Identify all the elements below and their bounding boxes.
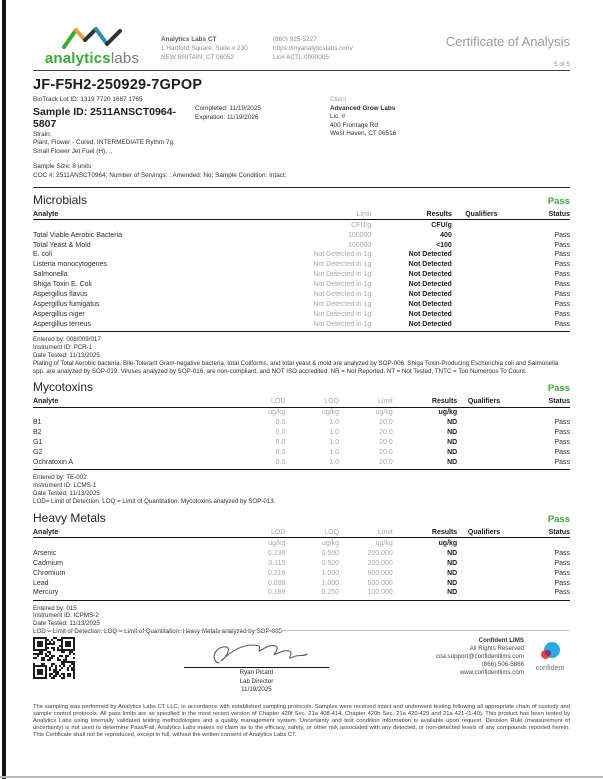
cell-analyte: Listeria monocytogenes [33,261,107,269]
cell-qualifiers [457,589,511,600]
cell-status: Pass [554,251,570,259]
cell-qualifiers [457,419,511,429]
table-row [33,429,570,439]
signature-block [77,637,436,694]
unit-limit: ug/kg [375,409,393,417]
heavy-metals-status-badge: Pass [547,513,570,525]
cell-status: Pass [554,271,570,279]
lims-block [436,637,570,694]
table-row [33,301,570,311]
cell-limit: Not Detected in 1g [313,271,372,279]
table-row [33,271,570,281]
note-line: Date Tested: 11/13/2025 [33,490,100,498]
sample-size-block [33,163,570,180]
column-header-analyte: Analyte [33,528,210,538]
mycotoxins-title: Mycotoxins [33,380,94,395]
cell-analyte: Total Viable Aerobic Bacteria [33,231,122,239]
strain-label: Strain: [33,130,52,138]
microbials-table [33,210,570,333]
table-row [33,439,570,449]
sample-details [33,96,195,156]
lab-license: Lic# ACTL 0000005 [273,54,329,61]
table-row [33,321,570,332]
column-header-status: Status [511,528,570,538]
cell-results: Not Detected [408,261,452,269]
microbials-units-row [33,220,570,231]
lab-contact-block [273,26,393,62]
cell-lod: 0.0 [210,459,285,470]
disclaimer-text: The sampling was performed by Analytics Labs CT LLC, in accordance with established sampling protocols. Samples were received intact and underwent testing following all appropriate chain of custody and sample control protocols. All pass limits are as specified in the most recent version of Chapter 420f Sec. 21a 408-414, Chapter 420h Sec. 21a 420-429 and 21a 421-(1-40). This product has been tested by Analytics Labs using internally validated testing methodologies and a quality management system. Uncertainty and test condition information is available upon request. Decision Rule (measurement of uncertainty) is not used to determine Pass/Fail. Analytics Labs makes no claim as to the efficacy, safety, or other risk associated with any detected, or non-detected levels of any compounds reported herein. This Certificate shall not be reproduced, except in full, without the written consent of Analytics Labs CT. [33,703,570,738]
cell-loq: 1.0 [285,459,339,470]
cell-results: Not Detected [371,321,452,332]
column-header-analyte: Analyte [33,397,210,407]
sample-divider [33,187,570,188]
column-header-lod: LOD [210,397,285,407]
cell-loq: 1.0 [329,439,340,447]
lab-logo [33,26,151,67]
table-row [33,549,570,559]
lims-website-link[interactable]: www.confidentlims.com [459,669,524,676]
cell-analyte: G1 [33,439,43,447]
cell-analyte: B2 [33,429,42,437]
mycotoxins-header-row [33,397,570,407]
cell-qualifiers [452,321,511,332]
cell-results: ND [447,449,458,457]
unit-loq: ug/kg [321,409,340,417]
cell-analyte: Arsenic [33,549,57,557]
cell-loq: 0.250 [285,589,339,600]
cell-analyte: Aspergillus flavus [33,291,88,299]
header-divider [33,70,570,71]
brand-secondary: labs [110,50,140,67]
cell-qualifiers [457,429,511,439]
page-content [33,26,570,636]
completed-date: Completed: 11/19/2025 [195,105,261,112]
note-line: Entered by: 015 [33,604,77,612]
sample-id: Sample ID: 2511ANSCT0964-5807 [33,105,176,130]
heavy-metals-table [33,528,570,601]
note-line: Instrument ID: LCMS-1 [33,482,97,490]
page-bottom-edge [0,776,603,778]
table-row [33,589,570,600]
microbials-title: Microbials [33,192,88,207]
table-row [33,449,570,459]
cell-limit: Not Detected in 1g [313,301,372,309]
column-header-status: Status [511,397,570,407]
cell-limit: 20.0 [339,459,393,470]
lab-address-line1: 1 Hartford Square, Suite # 230 [161,45,248,52]
note-line: Date Tested: 11/13/2025 [33,620,100,628]
column-header-lod: LOD [210,528,285,538]
cell-status: Pass [554,419,570,427]
cell-status: Pass [554,559,570,567]
cell-status: Pass [554,261,570,269]
microbials-notes [33,336,570,375]
mycotoxins-units-row [33,407,570,418]
mycotoxins-status-badge: Pass [547,383,570,395]
cell-qualifiers [452,311,511,321]
mountain-zigzag-icon [61,26,123,50]
unit-loq: ug/kg [321,539,340,547]
lab-address-line2: NEW BRITAIN, CT 06052 [161,54,234,61]
sample-info-grid [33,96,570,156]
cell-limit: Not Detected in 1g [259,321,372,332]
column-header-qualifiers: Qualifiers [457,528,511,538]
cell-limit: 20.0 [379,419,393,427]
cell-analyte: Aspergillus fumigatus [33,301,100,309]
table-row [33,231,570,241]
signature-line [184,667,329,668]
cell-limit: 600.000 [367,569,393,577]
heavy-metals-section-header [33,511,570,525]
cell-analyte: Salmonella [33,271,68,279]
column-header-results: Results [393,397,457,407]
cell-limit: 20.0 [379,439,393,447]
table-row [33,291,570,301]
signer-name: Ryan Picard [239,669,274,676]
cell-results: ND [393,589,457,600]
cell-qualifiers [457,569,511,579]
expiration-date: Expiration: 11/19/2026 [195,113,259,121]
unit-lod: ug/kg [268,409,286,417]
cell-status: Pass [554,301,570,309]
cell-status: Pass [554,311,570,319]
column-header-qualifiers: Qualifiers [452,210,511,220]
microbials-header-row [33,210,570,220]
lab-phone: (860) 925-5227 [273,36,317,43]
column-header-loq: LOQ [285,528,339,538]
cell-analyte: G2 [33,449,43,457]
cell-status: Pass [511,589,570,600]
client-name: Advanced Grow Labs [330,104,396,112]
cell-loq: 1.0 [329,419,340,427]
lab-name: Analytics Labs CT [161,36,217,43]
cell-results: ND [447,559,458,567]
cell-lod: 0.115 [268,559,286,567]
cell-loq: 1.0 [329,429,340,437]
certificate-title: Certificate of Analysis [445,34,570,49]
column-header-results: Results [393,528,457,538]
table-row [33,251,570,261]
cell-lod: 0.0 [275,449,286,457]
cell-qualifiers [457,459,511,470]
cell-qualifiers [452,271,511,281]
note-line: Entered by: 008/009/017 [33,336,101,344]
cell-qualifiers [457,549,511,559]
mycotoxins-section-header [33,380,570,394]
lims-email-link[interactable]: coa.support@confidentlims.com [435,653,524,660]
cell-limit: 200.000 [367,559,393,567]
cell-analyte: Aspergillus niger [33,311,85,319]
footer-divider [33,630,570,631]
cell-results: Not Detected [408,311,452,319]
column-header-limit: Limit [339,397,393,407]
cell-status: Pass [554,291,570,299]
cell-limit: 200.000 [367,549,393,557]
note-line: Instrument ID: PCR-1 [33,344,93,352]
lims-logo [530,637,570,672]
qr-code-svg [33,637,75,679]
table-row [33,419,570,429]
cell-analyte: B1 [33,419,42,427]
cell-status: Pass [554,579,570,587]
cell-limit: Not Detected in 1g [313,311,372,319]
header [33,26,570,68]
strain-line1: Plant, Flower - Cured, INTERMEDIATE Rythm 7g [33,139,174,147]
cell-analyte: E. coli [33,251,53,259]
microbials-status-badge: Pass [547,195,570,207]
microbials-section-header [33,193,570,207]
brand-wordmark [33,51,151,67]
cell-analyte: Cadmium [33,559,63,567]
biotrack-lot-id: BioTrack Lot ID: 1319 7720 1687 1765 [33,96,143,103]
cell-lod: 0.0 [275,439,286,447]
cell-results: ND [447,549,458,557]
header-right [393,26,570,68]
cell-limit: 100000 [347,241,372,249]
cell-results: <100 [436,241,452,249]
cell-qualifiers [457,579,511,589]
cell-status: Pass [554,449,570,457]
cell-results: ND [447,419,458,427]
column-header-loq: LOQ [285,397,339,407]
cell-loq: 0.500 [321,559,340,567]
lab-address-block [161,26,273,62]
cell-lod: 0.188 [210,589,285,600]
cell-lod: 0.216 [267,569,286,577]
table-row [33,459,570,470]
cell-status: Pass [554,439,570,447]
qr-code [33,637,77,694]
mycotoxins-notes [33,474,570,505]
note-line: Plating of Total Aerobic bacteria, Bile-Tolerant Gram-negative bacteria, total Coliforms, and total yeast & mold are analyzed by SOP-006. Shiga Toxin-Producing Escherichia coli and Salmonella spp. are analyzed by SOP-019. Viruses analyzed by SOP-016, are non-compliant, and NOT ISO accredited. NR = Not Reported, NT = Not Tested, TNTC = Too Numerous To Count. [33,359,559,375]
cell-status: Pass [554,281,570,289]
cell-qualifiers [457,449,511,459]
sample-size: Sample Size: 8 units [33,163,92,171]
cell-lod: 0.0 [275,419,286,427]
column-header-results: Results [371,210,452,220]
footer [33,630,570,739]
table-row [33,569,570,579]
heavy-metals-header-row [33,528,570,538]
cell-status: Pass [554,549,570,557]
strain-line2: Small Flower Jet Fuel (H), ., [33,147,113,155]
cell-qualifiers [457,559,511,569]
cell-analyte: Total Yeast & Mold [33,241,91,249]
page-left-edge [2,0,6,779]
unit-results: CFU/g [431,221,452,229]
cell-analyte: Shiga Toxin E. Coli [33,281,92,289]
client-block [330,96,570,156]
lims-brand-text: confident [535,665,565,672]
note-line: Entered by: TE-002 [33,474,87,482]
cell-qualifiers [457,439,511,449]
note-line: LOD = Limit of Detection. LOQ = Limit of Quantitation. Heavy Metals analyzed by SOP-005 [33,628,282,636]
cell-results: Not Detected [408,271,452,279]
mycotoxins-table [33,397,570,470]
confident-logo-icon [539,641,561,663]
column-header-limit: Limit [259,210,372,220]
cell-results: Not Detected [408,301,452,309]
cell-lod: 0.236 [267,549,286,557]
note-line: LOD= Limit of Detection. LOQ = Limit of Quantitation. Mycotoxins analyzed by SOP-013. [33,497,276,505]
cell-loq: 0.500 [321,549,340,557]
cell-qualifiers [452,231,511,241]
cell-analyte: Ochratoxin A [33,459,210,470]
cell-limit: 100000 [347,231,372,239]
cell-results: Not Detected [408,251,452,259]
cell-results: ND [447,569,458,577]
cell-results: ND [393,459,457,470]
unit-lod: ug/kg [268,539,286,547]
lims-rights: All Rights Reserved [469,645,524,652]
unit-results: ug/kg [438,409,458,417]
cell-status: Pass [554,429,570,437]
client-license: Lic. # [330,113,346,121]
cell-limit: Not Detected in 1g [313,251,372,259]
unit-limit: ug/kg [375,539,393,547]
table-row [33,241,570,251]
cell-results: ND [447,579,458,587]
cell-results: ND [447,439,458,447]
sample-title: JF-F5H2-250929-7GPOP [33,77,203,93]
column-header-qualifiers: Qualifiers [457,397,511,407]
cell-analyte: Mercury [33,589,210,600]
cell-limit: 100.000 [339,589,393,600]
cell-lod: 0.088 [267,579,286,587]
brand-primary: analytics [44,50,111,67]
cell-limit: Not Detected in 1g [313,261,372,269]
client-address-line2: West Haven, CT 06516 [330,130,397,138]
cell-status: Pass [511,459,570,470]
cell-results: Not Detected [408,291,452,299]
cell-lod: 0.0 [275,429,286,437]
cell-analyte: Lead [33,579,49,587]
cell-results: ND [447,429,458,437]
cell-loq: 1.0 [329,449,340,457]
note-line: Date Tested: 11/13/2025 [33,352,100,360]
note-line: Instrument ID: ICPMS-2 [33,612,99,620]
cell-loq: 1.000 [321,569,340,577]
cell-limit: 500.000 [367,579,393,587]
heavy-metals-title: Heavy Metals [33,510,106,525]
coc-line: COC #: 2511ANSCT0964; Number of Servings: ; Amended: No; Sample Condition: Intact; [33,171,287,179]
cell-qualifiers [452,241,511,251]
cell-qualifiers [452,291,511,301]
client-label: Client [330,96,347,103]
cell-limit: Not Detected in 1g [313,291,372,299]
cell-qualifiers [452,301,511,311]
lims-phone: (866) 506-5866 [481,661,524,668]
signature-date: 11/19/2025 [241,686,272,694]
table-row [33,281,570,291]
cell-analyte: Chromium [33,569,66,577]
cell-limit: 20.0 [379,429,393,437]
heavy-metals-units-row [33,538,570,549]
unit-limit: CFU/g [351,221,372,229]
lims-name: Confident LIMS [478,637,524,644]
page-number: 5 of 5 [554,61,570,68]
table-row [33,261,570,271]
cell-status: Pass [554,231,570,239]
column-header-analyte: Analyte [33,210,259,220]
cell-qualifiers [452,251,511,261]
cell-loq: 1.000 [321,579,340,587]
cell-qualifiers [452,281,511,291]
table-row [33,579,570,589]
cell-limit: 20.0 [379,449,393,457]
cell-status: Pass [554,241,570,249]
cell-qualifiers [452,261,511,271]
client-address-line1: 400 Frontage Rd [330,121,378,129]
cell-analyte: Aspergillus terreus [33,321,259,332]
signer-title: Lab Director [239,677,274,685]
table-row [33,559,570,569]
column-header-status: Status [511,210,570,220]
column-header-limit: Limit [339,528,393,538]
cell-results: 400 [440,231,452,239]
lab-website-link[interactable]: https://myanalyticslabs.com/ [273,45,353,52]
unit-results: ug/kg [438,539,458,547]
table-row [33,311,570,321]
cell-limit: Not Detected in 1g [313,281,372,289]
cell-status: Pass [554,569,570,577]
cell-status: Pass [511,321,570,332]
cell-results: Not Detected [408,281,452,289]
sample-dates [195,96,330,156]
